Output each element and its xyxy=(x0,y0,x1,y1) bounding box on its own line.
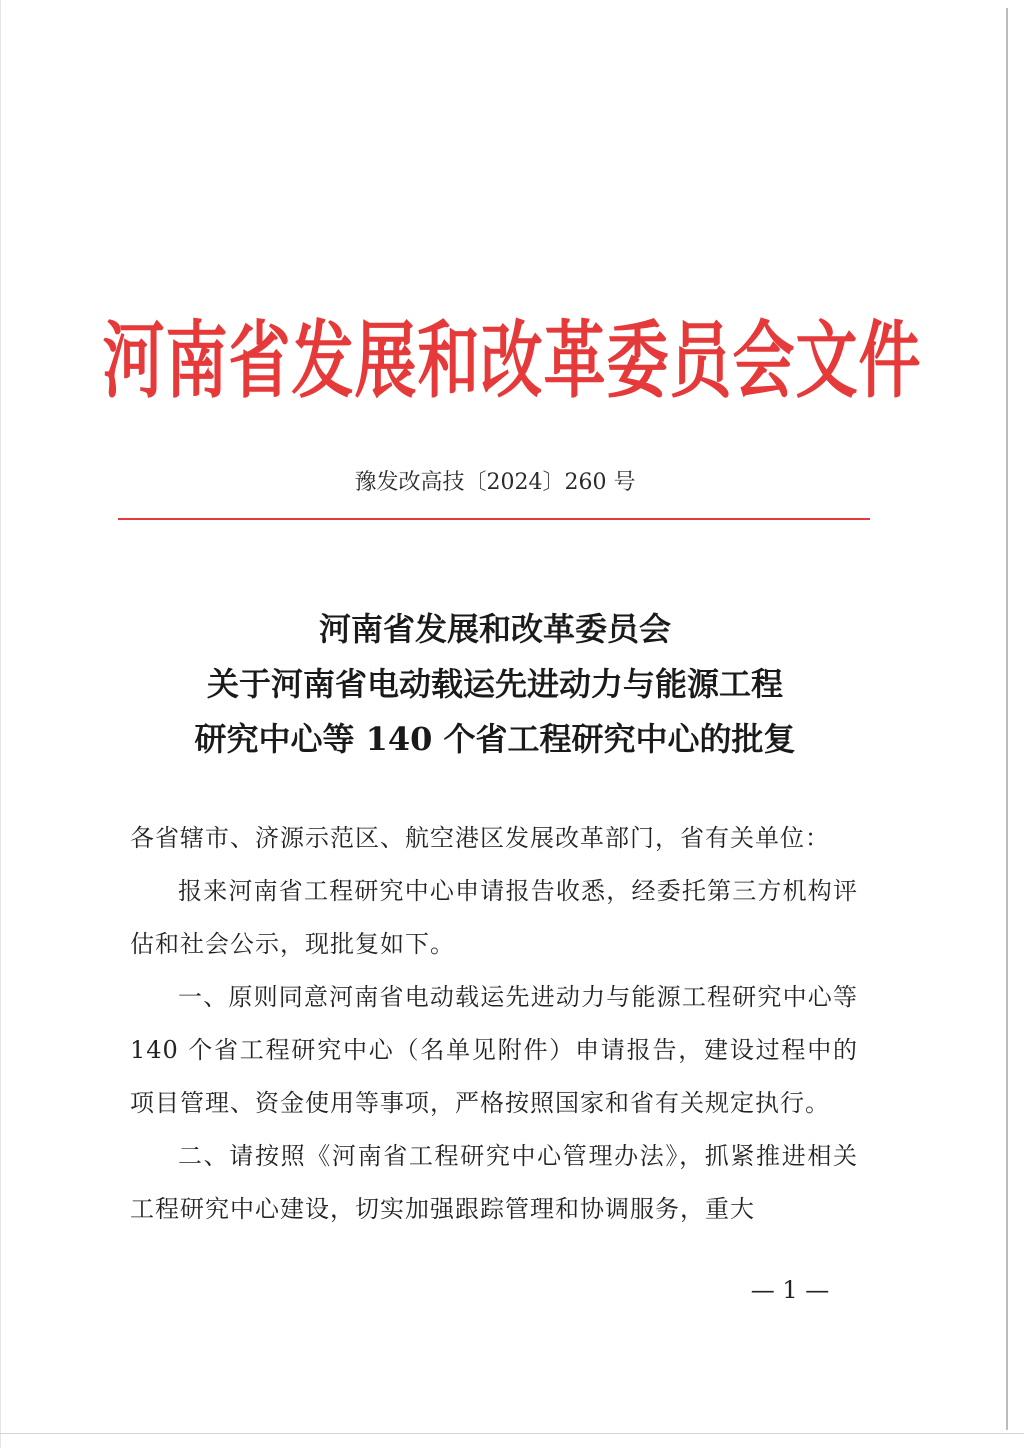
scan-edge-right xyxy=(1006,8,1008,1430)
red-divider xyxy=(118,518,870,520)
body-paragraph: 一、原则同意河南省电动载运先进动力与能源工程研究中心等 140 个省工程研究中心（名单见附件）申请报告，建设过程中的项目管理、资金使用等事项，严格按照国家和省有关规定执行。 xyxy=(130,983,858,1117)
body-paragraph: 报来河南省工程研究中心申请报告收悉，经委托第三方机构评估和社会公示，现批复如下。 xyxy=(130,877,858,958)
title-line: 河南省发展和改革委员会 xyxy=(318,610,671,648)
document-number: 豫发改高技〔2024〕260 号 xyxy=(354,470,636,495)
approval-title xyxy=(0,602,990,767)
page-number: — 1 — xyxy=(750,1276,830,1304)
document-body xyxy=(130,812,858,1236)
addressee: 各省辖市、济源示范区、航空港区发展改革部门，省有关单位： xyxy=(130,824,830,852)
body-paragraph: 二、请按照《河南省工程研究中心管理办法》，抓紧推进相关工程研究中心建设，切实加强跟踪管理和协调服务，重大 xyxy=(130,1142,858,1223)
scan-edge-bottom xyxy=(0,1433,1024,1434)
title-line: 关于河南省电动载运先进动力与能源工程 xyxy=(206,665,783,703)
title-line: 研究中心等 140 个省工程研究中心的批复 xyxy=(194,720,796,758)
issuer-header: 河南省发展和改革委员会文件 xyxy=(102,311,922,410)
